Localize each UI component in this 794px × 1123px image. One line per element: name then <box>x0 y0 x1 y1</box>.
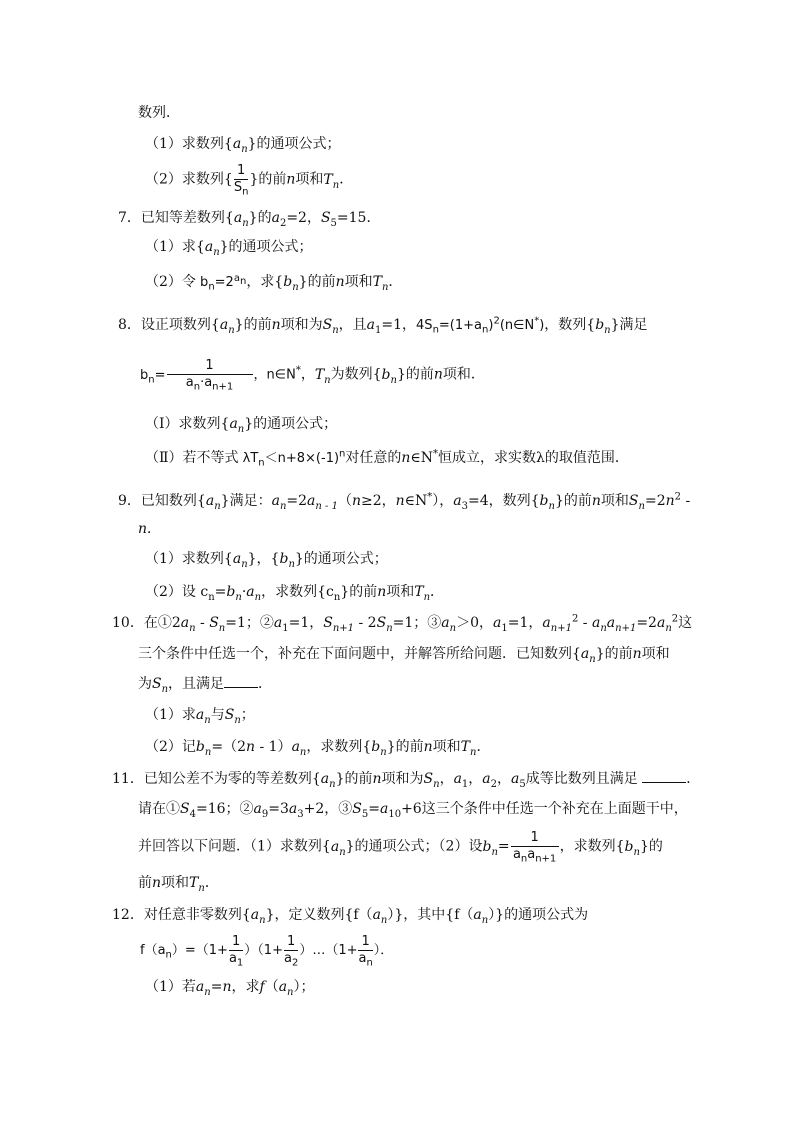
p9-q1: （1）求数列$\{a_n\}$，$\{b_n\}$的通项公式； <box>145 551 388 570</box>
p8-stem: 8．设正项数列$\{a_n\}$的前n项和为$S_n$，且$a_1=1$，$4S_n=(1+a_n)^2(n\in N^*)$，数列$\{b_n\}$满足 <box>118 315 648 336</box>
answer-blank <box>224 675 258 688</box>
p7-q2: （2）令 $b_n=2^{a_n}$，求$\{b_n\}$的前n项和$T_n$． <box>145 272 403 293</box>
p9-stem: 9．已知数列$\{a_n\}$满足：$a_n=2a_{n - 1}(n\ge 2$，n∈N*），$a_3=4$，数列$\{b_n\}$的前n项和$S_n=2n^2$ - <box>118 491 691 512</box>
p7-q1: （1）求$\{a_n\}$的通项公式； <box>145 239 313 258</box>
p10-line1: 10．在$①2a_n - S_n=1$；$②a_1=1$，$S_{n+1} - 2S_n=1$；$③a_n>0$，$a_1=1$，$a_{n+1}^2 - a_na_{n+1}=2a_n^2$这 <box>112 613 693 634</box>
p7-stem: 7．已知等差数列$\{a_n\}$的$a_2=2$，$S_5=15$． <box>118 210 381 229</box>
p11-line3: 并回答以下问题．（1）求数列$\{a_n\}$的通项公式；（2）设$b_n=$ $\frac{1}{a_na_{n+1}}$ ，求数列$\{b_n\}$的 <box>138 830 663 865</box>
p12-line2: $f(a_n)=(1+$ $\frac{1}{a_1}$ ）（1+ $\frac{1}{a_2}$ ）…（1+ $\frac{1}{a_n}$ ）． <box>140 934 394 969</box>
p11-line1: 11．已知公差不为零的等差数列$\{a_n\}$的前n项和为$S_n$，$a_1$，$a_2$，$a_5$成等比数列且满足 ． <box>112 771 701 790</box>
p12-line1: 12．对任意非零数列$\{a_n\}$，定义数列$\{f(a_n)\}$，其中$\{f(a_n)\}$的通项公式为 <box>112 907 589 926</box>
p11-line2: 请在$①S_4=16$；$②a_9=3a_3+2$，$③S_5=a_{10}+6$这三个条件中任选一个补充在上面题干中， <box>138 801 688 820</box>
p10-line3: 为$S_n$，且满足 ． <box>138 676 273 695</box>
answer-blank <box>642 770 686 783</box>
p9-line2: n． <box>138 521 162 537</box>
p9-q2: （2）设 $c_n=b_n\cdot a_n$，求数列$\{c_n\}$的前n项和$T_n$． <box>145 584 445 603</box>
p10-q1: （1）求$a_n$与$S_n$； <box>145 707 255 726</box>
p10-q2: （2）记$b_n=(2n - 1)a_n$，求数列$\{b_n\}$的前n项和$T_n$． <box>145 739 491 758</box>
p6-tail: 数列． <box>138 105 180 121</box>
p8-line2: $b_n=$ $\frac{1}{a_n\cdot a_{n+1}}$ ，n∈N*，$T_n$为数列$\{b_n\}$的前n项和． <box>140 358 485 393</box>
p6-q2: （2）求数列{ $\frac{1}{S_n}$ }的前n项和$T_n$． <box>145 163 354 198</box>
p8-q1: （Ⅰ）求数列$\{a_n\}$的通项公式； <box>145 416 338 435</box>
p10-line2: 三个条件中任选一个，补充在下面问题中，并解答所给问题．已知数列$\{a_n\}$的前n项和 <box>138 646 670 665</box>
p6-q1: （1）求数列$\{a_n\}$的通项公式； <box>145 136 341 155</box>
p12-q1: （1）若$a_n=n$，求$f(a_n)$； <box>145 979 315 998</box>
p8-q2: （Ⅱ）若不等式 $\lambda T_n<n+8\times(-1)^n$对任意的n∈N*恒成立，求实数λ的取值范围． <box>145 448 629 469</box>
p11-line4: 前n项和$T_n$． <box>138 875 219 894</box>
